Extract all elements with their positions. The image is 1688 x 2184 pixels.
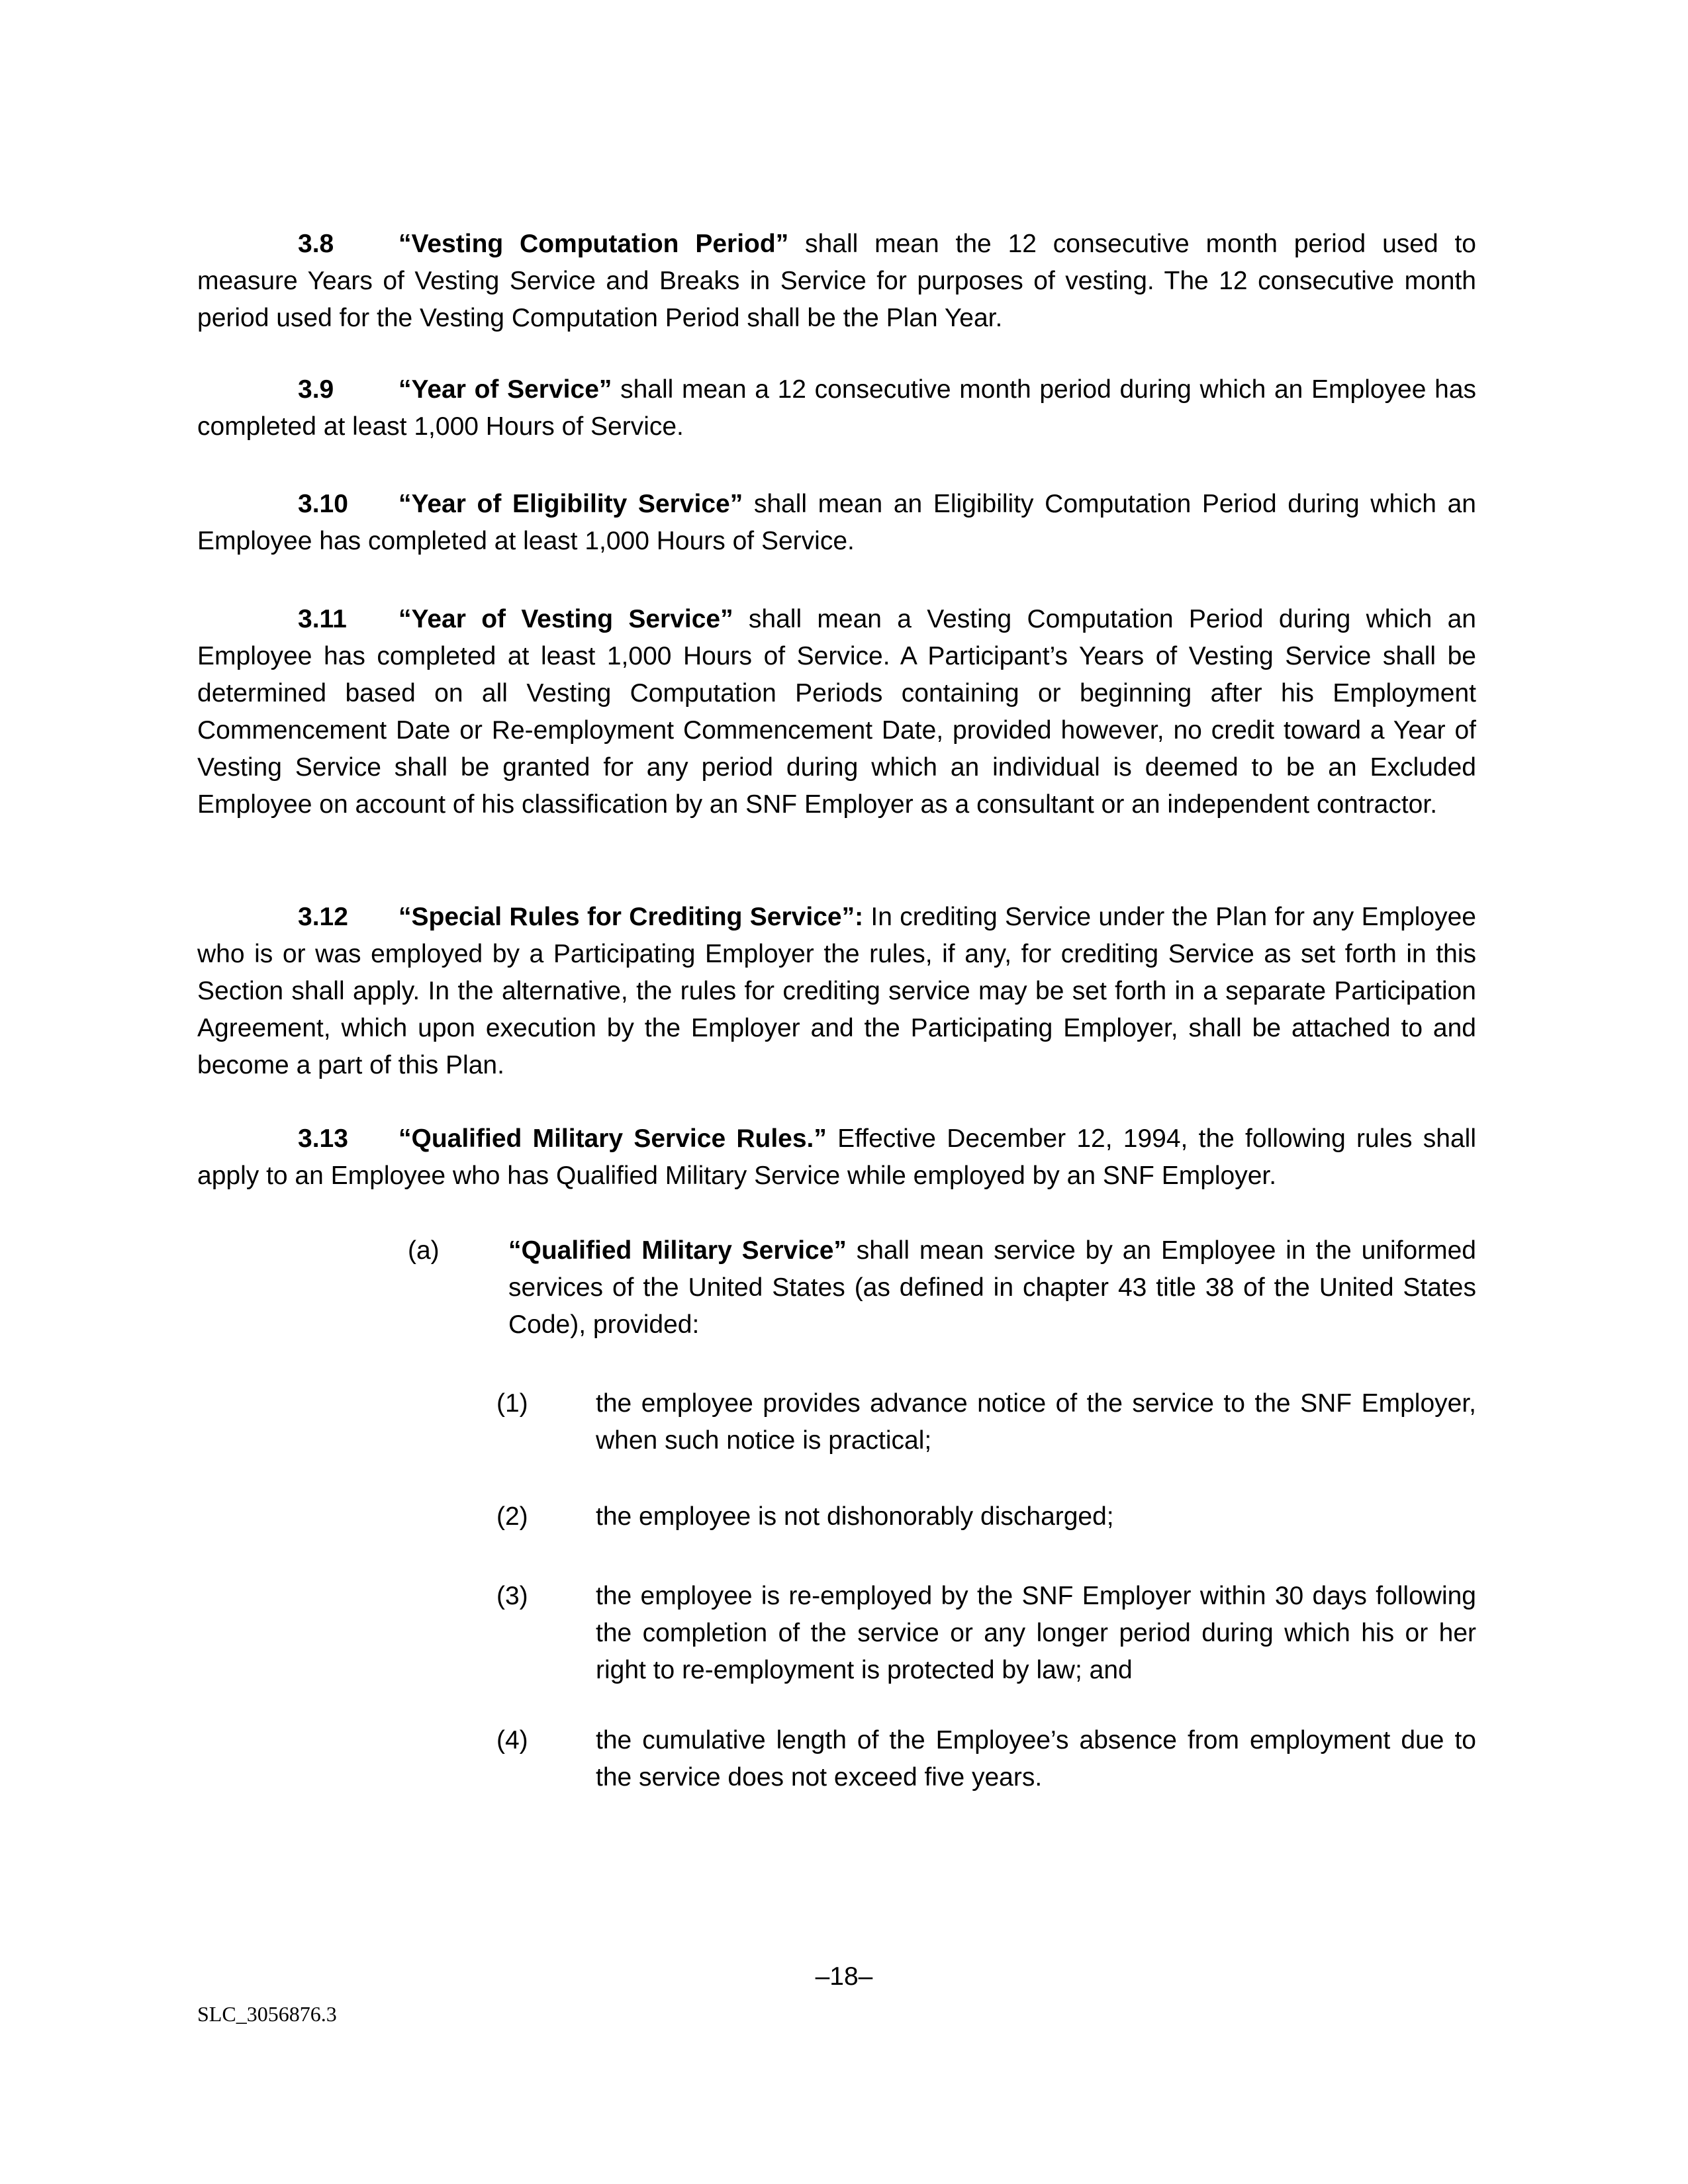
document-id: SLC_3056876.3 [197, 2002, 337, 2026]
list-item-4 [496, 1722, 1476, 1796]
list-marker: (2) [496, 1502, 528, 1531]
list-item-1 [496, 1385, 1476, 1459]
list-item-text: the cumulative length of the Employee’s absence from employment due to the service does not exceed five years. [596, 1726, 1476, 1792]
section-3-12 [197, 899, 1476, 1084]
section-3-10 [197, 486, 1476, 560]
section-text: shall mean a Vesting Computation Period during which an Employee has completed at least 1,000 Hours of Service. A Participant’s Years of Vesting Service shall be determined based on all Vesting Computation Periods containing or beginning after his Employment Commencement Date or Re-employment Commencement Date, provided however, no credit toward a Year of Vesting Service shall be granted for any period during which an individual is deemed to be an Excluded Employee on account of his classification by an SNF Employer as a consultant or an independent contractor. [197, 605, 1476, 819]
defined-term: “Qualified Military Service” [508, 1236, 847, 1265]
subsection-text: shall mean service by an Employee in the uniformed services of the United States (as defined in chapter 43 title 38 of the United States Code), provided: [508, 1236, 1476, 1339]
section-text: Effective December 12, 1994, the following rules shall apply to an Employee who has Qualified Military Service while employed by an SNF Employer. [197, 1124, 1476, 1190]
defined-term: “Special Rules for Crediting Service”: [399, 903, 864, 931]
list-marker: (1) [496, 1389, 528, 1418]
list-item-text: the employee is not dishonorably discharged; [596, 1502, 1114, 1531]
defined-term: “Year of Vesting Service” [399, 605, 733, 633]
section-number: 3.13 [298, 1124, 348, 1153]
section-text: In crediting Service under the Plan for any Employee who is or was employed by a Participating Employer the rules, if any, for crediting Service as set forth in this Section shall apply. In the alternative, the rules for crediting service may be set forth in a separate Participation Agreement, which upon execution by the Employer and the Participating Employer, shall be attached to and become a part of this Plan. [197, 903, 1476, 1079]
section-text: shall mean the 12 consecutive month period used to measure Years of Vesting Service and Breaks in Service for purposes of vesting. The 12 consecutive month period used for the Vesting Computation Period shall be the Plan Year. [197, 230, 1476, 332]
defined-term: “Qualified Military Service Rules.” [399, 1124, 827, 1153]
section-number: 3.10 [298, 490, 348, 518]
section-3-13 [197, 1120, 1476, 1195]
page-number: –18– [815, 1962, 873, 1991]
list-item-2 [496, 1498, 1476, 1535]
section-3-8 [197, 226, 1476, 337]
list-marker: (3) [496, 1582, 528, 1610]
subsection-marker: (a) [408, 1236, 440, 1265]
section-number: 3.11 [298, 605, 347, 633]
section-number: 3.12 [298, 903, 348, 931]
list-item-text: the employee is re-employed by the SNF Employer within 30 days following the completion of the service or any longer period during which his or her right to re-employment is protected by law; and [596, 1582, 1476, 1684]
subsection-a [408, 1232, 1476, 1343]
defined-term: “Year of Service” [399, 375, 612, 404]
section-number: 3.8 [298, 230, 334, 258]
list-item-3 [496, 1578, 1476, 1689]
section-number: 3.9 [298, 375, 334, 404]
list-marker: (4) [496, 1726, 528, 1754]
section-text: shall mean an Eligibility Computation Period during which an Employee has completed at least 1,000 Hours of Service. [197, 490, 1476, 555]
list-item-text: the employee provides advance notice of the service to the SNF Employer, when such notice is practical; [596, 1389, 1476, 1455]
defined-term: “Year of Eligibility Service” [399, 490, 743, 518]
defined-term: “Vesting Computation Period” [399, 230, 789, 258]
section-3-9 [197, 371, 1476, 445]
section-3-11 [197, 601, 1476, 823]
section-text: shall mean a 12 consecutive month period during which an Employee has completed at least 1,000 Hours of Service. [197, 375, 1477, 441]
